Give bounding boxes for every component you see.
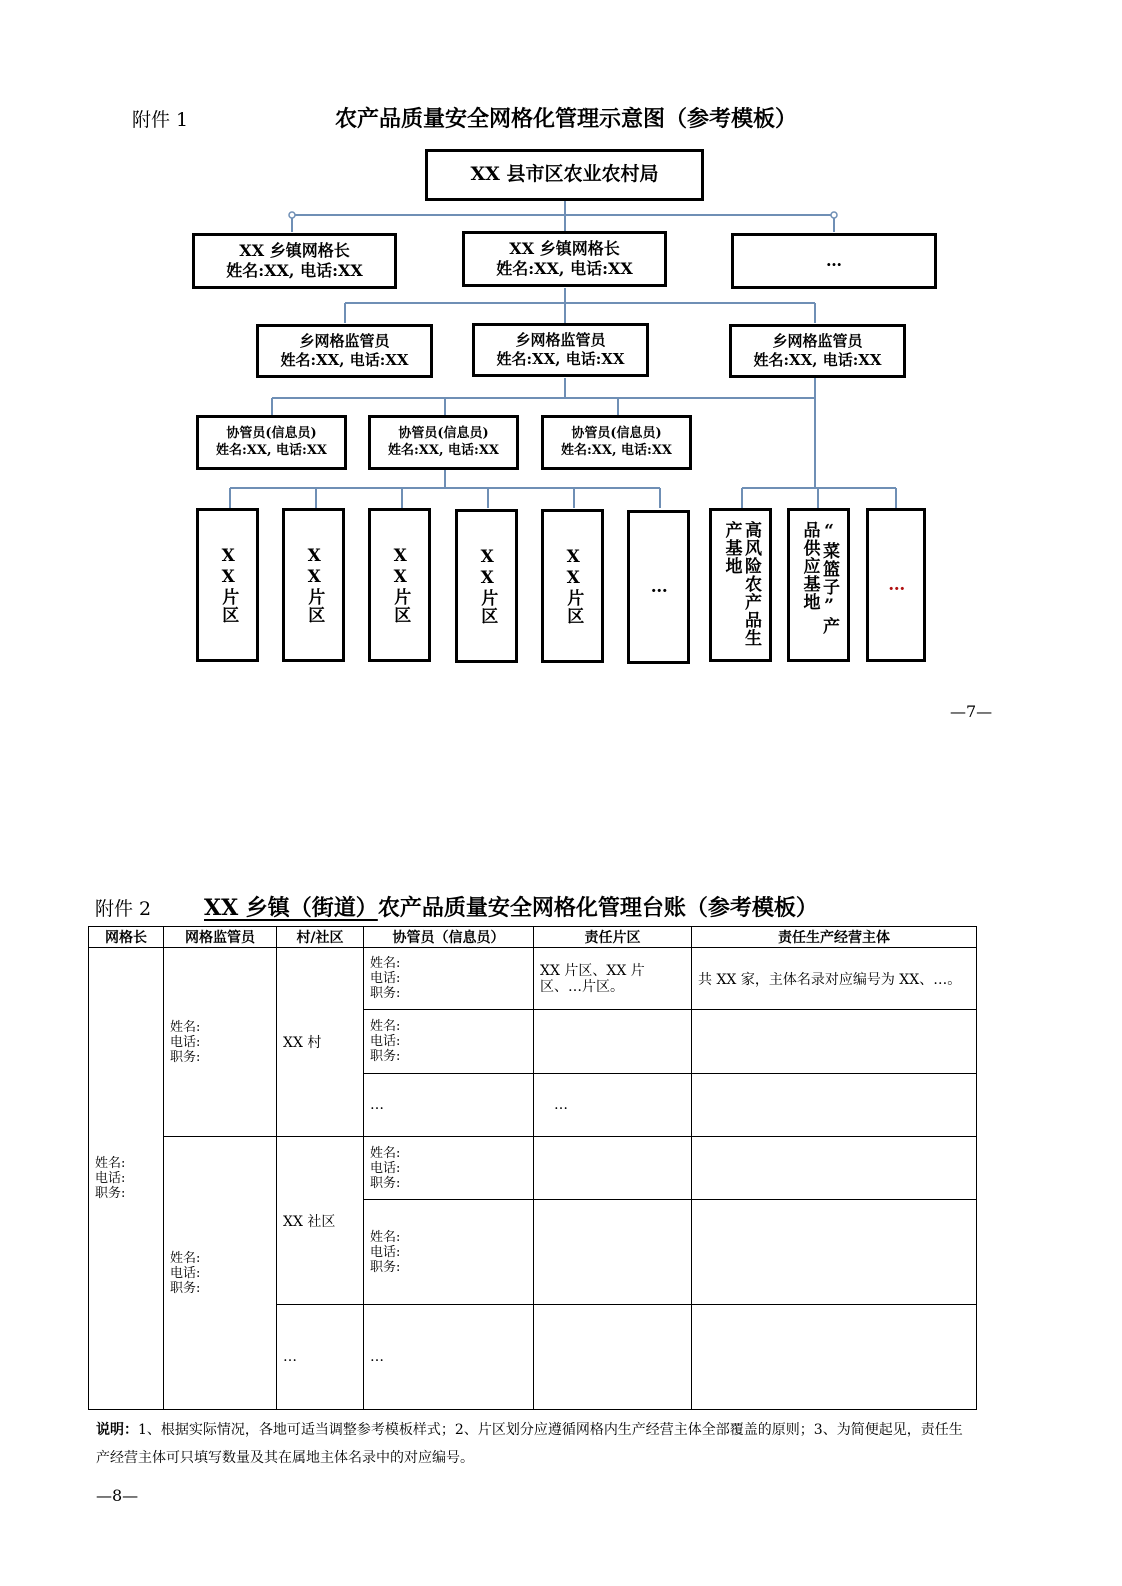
high-risk-base-box: 高风险农产品生产基地: [709, 508, 772, 662]
zone-more-box: …: [627, 510, 690, 664]
zone-box: XX片区: [282, 508, 345, 662]
zone-cell: [534, 1137, 692, 1200]
supervisor-cell: 姓名: 电话: 职务:: [164, 1137, 277, 1410]
assistant-cell: 姓名: 电话: 职务:: [364, 1137, 534, 1200]
base-more-box: …: [866, 508, 926, 662]
supervisor-cell: 姓名: 电话: 职务:: [164, 948, 277, 1137]
zone-cell: XX 片区、XX 片区、…片区。: [534, 948, 692, 1010]
grid-chief-cell: 姓名: 电话: 职务:: [89, 948, 164, 1410]
zone-cell: [534, 1200, 692, 1305]
note-text: 1、根据实际情况，各地可适当调整参考模板样式；2、片区划分应遵循网格内生产经营主体全部覆盖的原则；3、为简便起见，责任生产经营主体可只填写数量及其在属地主体名录中的对应编号。: [96, 1422, 963, 1466]
chart-title: 农产品质量安全网格化管理示意图（参考模板）: [335, 106, 798, 132]
supervisor-box: 乡网格监管员 姓名:XX, 电话:XX: [256, 324, 433, 378]
table-row: [89, 948, 977, 1010]
ledger-title-township: XX 乡镇（街道）: [204, 895, 378, 921]
zone-box: XX片区: [541, 509, 604, 663]
township-chief-box: XX 乡镇网格长 姓名:XX, 电话:XX: [462, 231, 667, 287]
ledger-title: [196, 891, 818, 922]
entity-cell: [692, 1305, 977, 1410]
zone-cell: [534, 1305, 692, 1410]
township-chief-box: XX 乡镇网格长 姓名:XX, 电话:XX: [192, 233, 397, 289]
page-number-7: —7—: [950, 702, 993, 721]
assistant-box: 协管员(信息员) 姓名:XX, 电话:XX: [541, 415, 692, 470]
assistant-box: 协管员(信息员) 姓名:XX, 电话:XX: [368, 415, 519, 470]
zone-cell: [534, 1010, 692, 1074]
attachment-2-label: 附件 2: [95, 898, 152, 920]
assistant-cell: 姓名: 电话: 职务:: [364, 948, 534, 1010]
table-row: [89, 1137, 977, 1200]
note-label: 说明：: [96, 1422, 138, 1438]
assistant-box: 协管员(信息员) 姓名:XX, 电话:XX: [196, 415, 347, 470]
village-cell: XX 社区: [277, 1137, 364, 1305]
header-village: 村/社区: [277, 927, 364, 948]
ledger-table: [88, 926, 977, 1410]
village-cell: XX 村: [277, 948, 364, 1137]
vegetable-basket-base-box: “菜篮子”产品供应基地: [787, 508, 850, 662]
village-ellipsis-cell: …: [277, 1305, 364, 1410]
supervisor-box: 乡网格监管员 姓名:XX, 电话:XX: [729, 324, 906, 378]
township-chief-more-box: …: [731, 233, 937, 289]
assistant-ellipsis-cell: …: [364, 1074, 534, 1137]
header-zone: 责任片区: [534, 927, 692, 948]
header-supervisor: 网格监管员: [164, 927, 277, 948]
entity-cell: [692, 1010, 977, 1074]
table-header-row: [89, 927, 977, 948]
assistant-cell: 姓名: 电话: 职务:: [364, 1200, 534, 1305]
header-assistant: 协管员（信息员）: [364, 927, 534, 948]
header-grid-chief: 网格长: [89, 927, 164, 948]
zone-box: XX片区: [368, 508, 431, 662]
supervisor-box: 乡网格监管员 姓名:XX, 电话:XX: [472, 323, 649, 377]
zone-box: XX片区: [196, 508, 259, 662]
entity-cell: [692, 1200, 977, 1305]
entity-cell: [692, 1137, 977, 1200]
attachment-1-label: 附件 1: [132, 109, 189, 131]
header-entity: 责任生产经营主体: [692, 927, 977, 948]
assistant-cell: 姓名: 电话: 职务:: [364, 1010, 534, 1074]
assistant-ellipsis-cell: …: [364, 1305, 534, 1410]
ledger-note: [96, 1416, 976, 1472]
zone-box: XX片区: [455, 509, 518, 663]
entity-cell: 共 XX 家，主体名录对应编号为 XX、…。: [692, 948, 977, 1010]
zone-ellipsis-cell: …: [534, 1074, 692, 1137]
entity-cell: [692, 1074, 977, 1137]
page-number-8: —8—: [96, 1486, 139, 1505]
county-bureau-box: XX 县市区农业农村局: [425, 149, 704, 201]
ledger-title-rest: 农产品质量安全网格化管理台账（参考模板）: [377, 895, 818, 921]
